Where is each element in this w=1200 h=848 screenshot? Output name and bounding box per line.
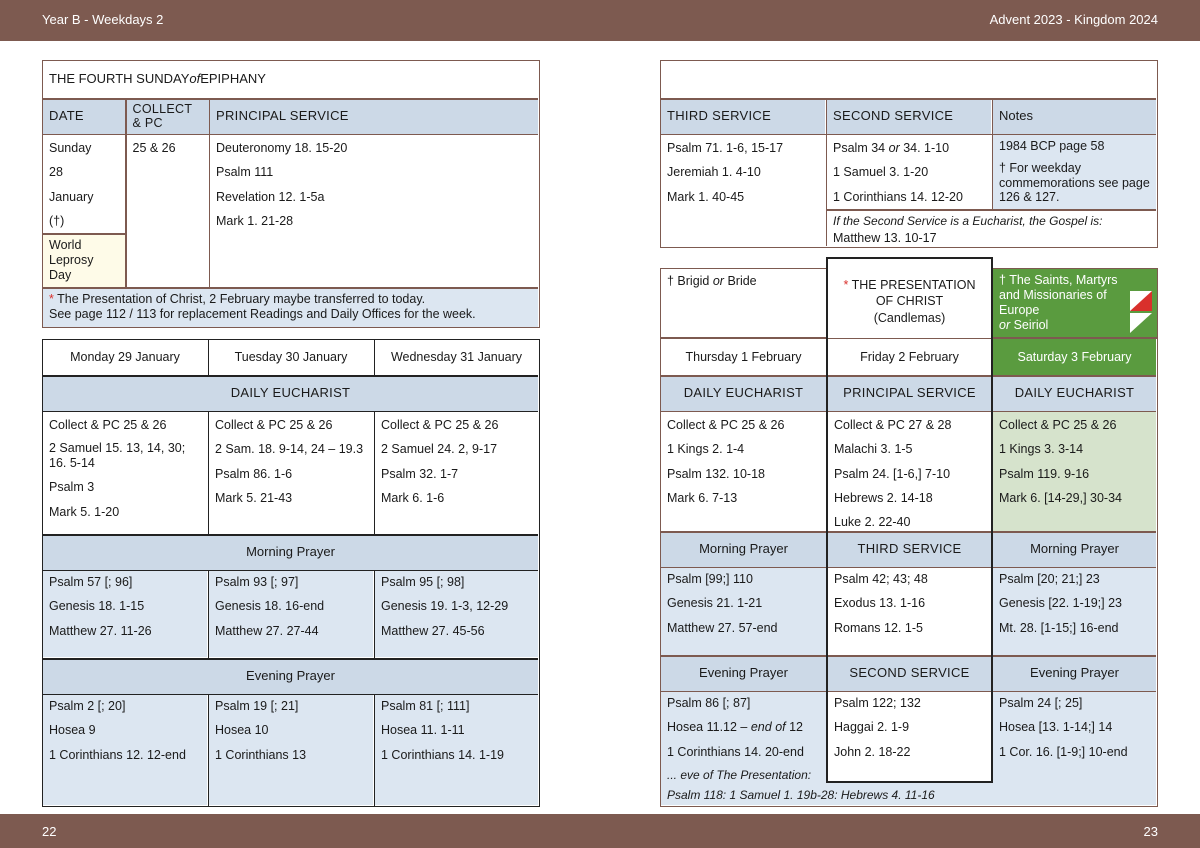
saturday-mp-nt: Mt. 28. [1-15;] 16-end <box>999 620 1119 635</box>
thursday-ep-psalm: Psalm 86 [; 87] <box>667 696 751 710</box>
friday-principal-header: PRINCIPAL SERVICE <box>828 377 991 411</box>
col-date-header: DATE <box>43 100 125 134</box>
friday-third-service-header: THIRD SERVICE <box>828 533 991 567</box>
sunday-readings <box>210 137 538 240</box>
col-second-header: SECOND SERVICE <box>827 100 991 134</box>
wednesday-morning <box>375 571 538 657</box>
monday-gospel: Mark 5. 1-20 <box>49 504 120 519</box>
transfer-note <box>43 289 538 327</box>
wednesday-psalm: Psalm 32. 1-7 <box>381 466 459 481</box>
thursday-ep-nt: 1 Corinthians 14. 20-end <box>667 744 804 759</box>
sunday-notes <box>993 135 1156 209</box>
weekday-table-right <box>660 338 1158 807</box>
presentation-star: * <box>843 278 849 293</box>
sunday-right-table <box>660 60 1158 248</box>
date-commem-mark: (†) <box>49 213 65 228</box>
brigid-pre: † Brigid <box>667 274 713 288</box>
thursday-gospel: Mark 6. 7-13 <box>667 490 738 505</box>
presentation-of-christ-heading <box>826 257 993 338</box>
day-thursday: Thursday 1 February <box>685 349 802 364</box>
friday-ts-nt: Romans 12. 1-5 <box>834 620 923 635</box>
tuesday-mp-ot: Genesis 18. 16-end <box>215 599 325 614</box>
wednesday-mp-ot: Genesis 19. 1-3, 12-29 <box>381 599 509 614</box>
evening-prayer-header: Evening Prayer <box>43 660 538 694</box>
third-nt: Mark 1. 40-45 <box>667 189 745 204</box>
tuesday-evening <box>209 695 373 805</box>
brigid-post: Bride <box>723 274 757 288</box>
sunday-title <box>43 61 538 98</box>
sunday-title-post: EPIPHANY <box>200 71 266 87</box>
saturday-morning-header: Morning Prayer <box>993 533 1156 567</box>
thursday-ep-ot-a: Hosea 11.12 – <box>667 720 751 735</box>
thursday-mp-psalm: Psalm [99;] 110 <box>667 572 753 586</box>
second-psalm-or: or <box>888 141 900 155</box>
monday-morning <box>43 571 207 657</box>
day-tuesday: Tuesday 30 January <box>234 350 348 365</box>
thursday-eucharist-header: DAILY EUCHARIST <box>661 377 826 411</box>
third-ot: Jeremiah 1. 4-10 <box>667 165 761 180</box>
friday-collect: Collect & PC 27 & 28 <box>834 418 952 432</box>
thursday-ep-ot <box>667 719 820 735</box>
saints-martyrs: † The Saints, Martyrs and Missionaries of Europe <box>999 273 1118 317</box>
second-nt: 1 Corinthians 14. 12-20 <box>833 189 963 204</box>
saturday-evening-header: Evening Prayer <box>993 657 1156 691</box>
thursday-ep-ot-b: 12 <box>785 720 804 735</box>
saints-or: or <box>999 318 1011 332</box>
wednesday-ep-psalm: Psalm 81 [; 111] <box>381 699 470 713</box>
saturday-commemoration <box>993 268 1158 338</box>
thursday-eucharist <box>661 414 826 517</box>
day-friday: Friday 2 February <box>860 349 959 364</box>
thursday-collect: Collect & PC 25 & 26 <box>667 418 785 432</box>
second-psalm-b: 34. 1-10 <box>899 141 950 155</box>
col-collect-header: COLLECT & PC <box>127 100 209 134</box>
friday-ot: Malachi 3. 1-5 <box>834 442 913 457</box>
sunday-date <box>43 137 125 237</box>
presentation-text: THE PRESENTATION OF CHRIST <box>848 278 976 309</box>
eucharist-gospel: Matthew 13. 10-17 <box>833 230 937 245</box>
wednesday-mp-nt: Matthew 27. 45-56 <box>381 623 485 638</box>
page-header-band <box>0 0 1200 41</box>
sunday-title-of: of <box>189 71 201 87</box>
thursday-mp-nt: Matthew 27. 57-end <box>667 620 778 635</box>
day-monday: Monday 29 January <box>70 350 180 365</box>
eucharist-note-text: If the Second Service is a Eucharist, the Gospel is: <box>833 214 1103 228</box>
second-ot: 1 Samuel 3. 1-20 <box>833 165 929 180</box>
saturday-eucharist <box>993 412 1156 531</box>
third-psalm: Psalm 71. 1-6, 15-17 <box>667 141 784 155</box>
friday-second-service-header: SECOND SERVICE <box>828 657 991 691</box>
reading-epistle: Revelation 12. 1-5a <box>216 189 325 204</box>
friday-ss-psalm: Psalm 122; 132 <box>834 696 921 710</box>
tuesday-gospel: Mark 5. 21-43 <box>215 490 293 505</box>
monday-collect: Collect & PC 25 & 26 <box>49 418 167 432</box>
col-notes-header: Notes <box>993 100 1156 134</box>
day-saturday: Saturday 3 February <box>993 339 1156 375</box>
header-left-title: Year B - Weekdays 2 <box>42 12 164 27</box>
tuesday-ot: 2 Sam. 18. 9-14, 24 – 19.3 <box>215 442 364 457</box>
monday-mp-nt: Matthew 27. 11-26 <box>49 623 152 638</box>
friday-ts-ot: Exodus 13. 1-16 <box>834 596 926 611</box>
date-day: Sunday <box>49 141 92 155</box>
saturday-mp-ot: Genesis [22. 1-19;] 23 <box>999 596 1122 611</box>
seiriol: Seiriol <box>1010 318 1049 332</box>
notes-bcp: 1984 BCP page 58 <box>999 139 1105 153</box>
monday-evening <box>43 695 207 805</box>
reading-psalm: Psalm 111 <box>216 165 274 180</box>
monday-psalm: Psalm 3 <box>49 480 95 495</box>
monday-ep-ot: Hosea 9 <box>49 723 96 738</box>
eve-of-presentation: ... eve of The Presentation: <box>667 767 812 782</box>
col-principal-header: PRINCIPAL SERVICE <box>210 100 538 134</box>
page-number-left: 22 <box>42 824 57 839</box>
wednesday-mp-psalm: Psalm 95 [; 98] <box>381 575 465 589</box>
thursday-ot: 1 Kings 2. 1-4 <box>667 442 745 457</box>
page-number-right: 23 <box>1143 824 1158 839</box>
friday-gospel: Luke 2. 22-40 <box>834 515 911 529</box>
note-line-1: The Presentation of Christ, 2 February maybe transferred to today. <box>53 291 426 306</box>
tuesday-eucharist <box>209 414 373 517</box>
sunday-third-service <box>661 137 825 216</box>
date-month: January <box>49 189 94 204</box>
tuesday-collect: Collect & PC 25 & 26 <box>215 418 333 432</box>
wednesday-evening <box>375 695 538 805</box>
eve-of-readings: Psalm 118: 1 Samuel 1. 19b-28: Hebrews 4. 11-16 <box>667 788 935 802</box>
header-right-title: Advent 2023 - Kingdom 2024 <box>989 12 1158 27</box>
wednesday-ep-nt: 1 Corinthians 14. 1-19 <box>381 747 504 762</box>
saturday-ep-ot: Hosea [13. 1-14;] 14 <box>999 720 1113 735</box>
liturgical-colour-icon <box>1130 291 1154 335</box>
saturday-ot: 1 Kings 3. 3-14 <box>999 442 1084 457</box>
monday-ot: 2 Samuel 15. 13, 14, 30; 16. 5-14 <box>49 441 186 471</box>
second-psalm-a: Psalm 34 <box>833 141 889 155</box>
thursday-psalm: Psalm 132. 10-18 <box>667 466 765 481</box>
note-star: * <box>49 291 54 306</box>
sunday-collect: 25 & 26 <box>132 141 176 155</box>
morning-prayer-header: Morning Prayer <box>43 536 538 570</box>
candlemas-label: (Candlemas) <box>873 310 946 325</box>
note-line-2: See page 112 / 113 for replacement Readings and Daily Offices for the week. <box>49 307 476 322</box>
thursday-morning <box>661 568 826 655</box>
thursday-morning-header: Morning Prayer <box>661 533 826 567</box>
thursday-ep-ot-endof: end of <box>750 720 786 735</box>
monday-mp-psalm: Psalm 57 [; 96] <box>49 575 133 589</box>
thursday-evening <box>661 692 826 786</box>
brigid-or: or <box>712 274 724 288</box>
sunday-second-service <box>827 137 991 216</box>
saturday-evening <box>993 692 1156 771</box>
presentation-title <box>834 277 985 310</box>
friday-ss-ot: Haggai 2. 1-9 <box>834 720 910 735</box>
day-wednesday: Wednesday 31 January <box>390 350 523 365</box>
saturday-gospel: Mark 6. [14-29,] 30-34 <box>999 490 1122 505</box>
weekday-table-left <box>42 339 540 807</box>
notes-commemorations: † For weekday commemorations see page 126 & 127. <box>999 161 1150 204</box>
friday-principal <box>828 414 991 541</box>
saturday-morning <box>993 568 1156 655</box>
eucharist-gospel-note <box>827 210 1156 250</box>
tuesday-ep-ot: Hosea 10 <box>215 723 269 738</box>
monday-ep-nt: 1 Corinthians 12. 12-end <box>49 747 186 762</box>
col-third-header: THIRD SERVICE <box>661 100 825 134</box>
wednesday-gospel: Mark 6. 1-6 <box>381 490 445 505</box>
reading-gospel: Mark 1. 21-28 <box>216 213 294 228</box>
saturday-ep-nt: 1 Cor. 16. [1-9;] 10-end <box>999 744 1128 759</box>
world-leprosy-day: World Leprosy Day <box>43 235 125 287</box>
thursday-evening-header: Evening Prayer <box>661 657 826 691</box>
saturday-ep-psalm: Psalm 24 [; 25] <box>999 696 1083 710</box>
saturday-psalm: Psalm 119. 9-16 <box>999 466 1090 481</box>
thursday-mp-ot: Genesis 21. 1-21 <box>667 596 763 611</box>
wednesday-ep-ot: Hosea 11. 1-11 <box>381 723 465 738</box>
second-psalm <box>833 140 985 156</box>
friday-psalm: Psalm 24. [1-6,] 7-10 <box>834 466 951 481</box>
date-number: 28 <box>49 165 63 180</box>
tuesday-psalm: Psalm 86. 1-6 <box>215 466 293 481</box>
thursday-commemoration <box>660 268 827 338</box>
tuesday-morning <box>209 571 373 657</box>
reading-ot: Deuteronomy 18. 15-20 <box>216 141 348 155</box>
saturday-eucharist-header: DAILY EUCHARIST <box>993 377 1156 411</box>
monday-mp-ot: Genesis 18. 1-15 <box>49 599 145 614</box>
wednesday-collect: Collect & PC 25 & 26 <box>381 418 499 432</box>
tuesday-mp-psalm: Psalm 93 [; 97] <box>215 575 299 589</box>
tuesday-mp-nt: Matthew 27. 27-44 <box>215 623 319 638</box>
saturday-collect: Collect & PC 25 & 26 <box>999 418 1117 432</box>
friday-epistle: Hebrews 2. 14-18 <box>834 490 933 505</box>
friday-second-service <box>828 692 991 782</box>
brigid-text <box>661 270 826 292</box>
tuesday-ep-psalm: Psalm 19 [; 21] <box>215 699 299 713</box>
monday-ep-psalm: Psalm 2 [; 20] <box>49 699 126 713</box>
sunday-title-pre: THE FOURTH SUNDAY <box>49 71 190 87</box>
sunday-table <box>42 60 540 328</box>
friday-third-service <box>828 568 991 655</box>
saturday-mp-psalm: Psalm [20; 21;] 23 <box>999 572 1100 586</box>
friday-ts-psalm: Psalm 42; 43; 48 <box>834 572 928 586</box>
daily-eucharist-header: DAILY EUCHARIST <box>43 377 538 411</box>
tuesday-ep-nt: 1 Corinthians 13 <box>215 747 307 762</box>
friday-ss-nt: John 2. 18-22 <box>834 744 911 759</box>
monday-eucharist <box>43 414 207 531</box>
page-footer-band <box>0 814 1200 848</box>
wednesday-eucharist <box>375 414 538 517</box>
wednesday-ot: 2 Samuel 24. 2, 9-17 <box>381 442 498 457</box>
